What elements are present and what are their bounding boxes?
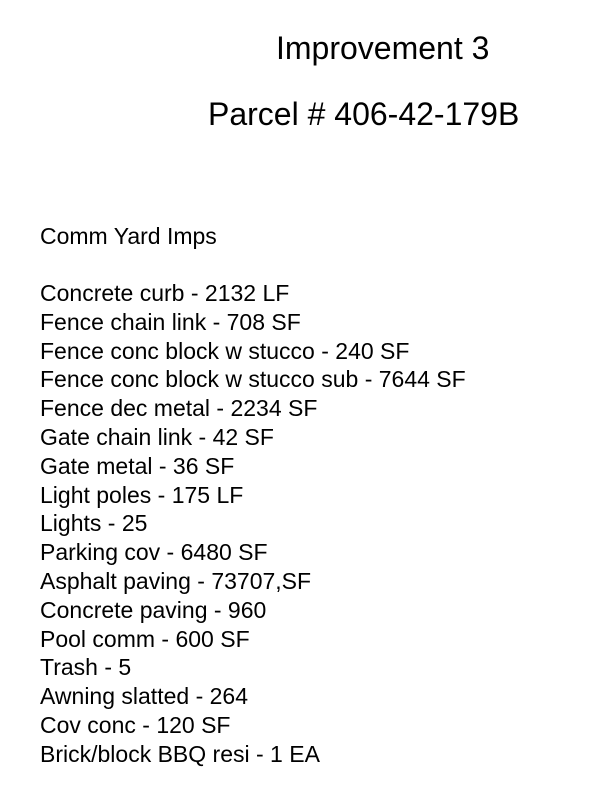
- list-item: Lights - 25: [40, 510, 148, 537]
- list-item: Asphalt paving - 73707,SF: [40, 567, 312, 594]
- list-item: Fence chain link - 708 SF: [40, 308, 301, 335]
- parcel-number: Parcel # 406-42-179B: [208, 96, 520, 132]
- list-item: Concrete curb - 2132 LF: [40, 280, 290, 306]
- list-item: Fence dec metal - 2234 SF: [40, 395, 318, 422]
- list-item: Pool comm - 600 SF: [40, 625, 250, 652]
- list-item: Fence conc block w stucco - 240 SF: [40, 337, 410, 364]
- list-item: Awning slatted - 264: [40, 683, 248, 710]
- list-item: Gate chain link - 42 SF: [40, 423, 274, 450]
- list-item: Cov conc - 120 SF: [40, 711, 231, 738]
- list-item: Gate metal - 36 SF: [40, 452, 235, 479]
- improvement-list: [40, 279, 466, 769]
- list-item: Parking cov - 6480 SF: [40, 539, 268, 566]
- section-heading: Comm Yard Imps: [40, 223, 217, 249]
- list-item: Light poles - 175 LF: [40, 481, 244, 508]
- list-item: Brick/block BBQ resi - 1 EA: [40, 740, 320, 767]
- list-item: Fence conc block w stucco sub - 7644 SF: [40, 366, 466, 393]
- list-item: Concrete paving - 960: [40, 596, 267, 623]
- document-title: Improvement 3: [276, 30, 490, 66]
- list-item: Trash - 5: [40, 654, 132, 681]
